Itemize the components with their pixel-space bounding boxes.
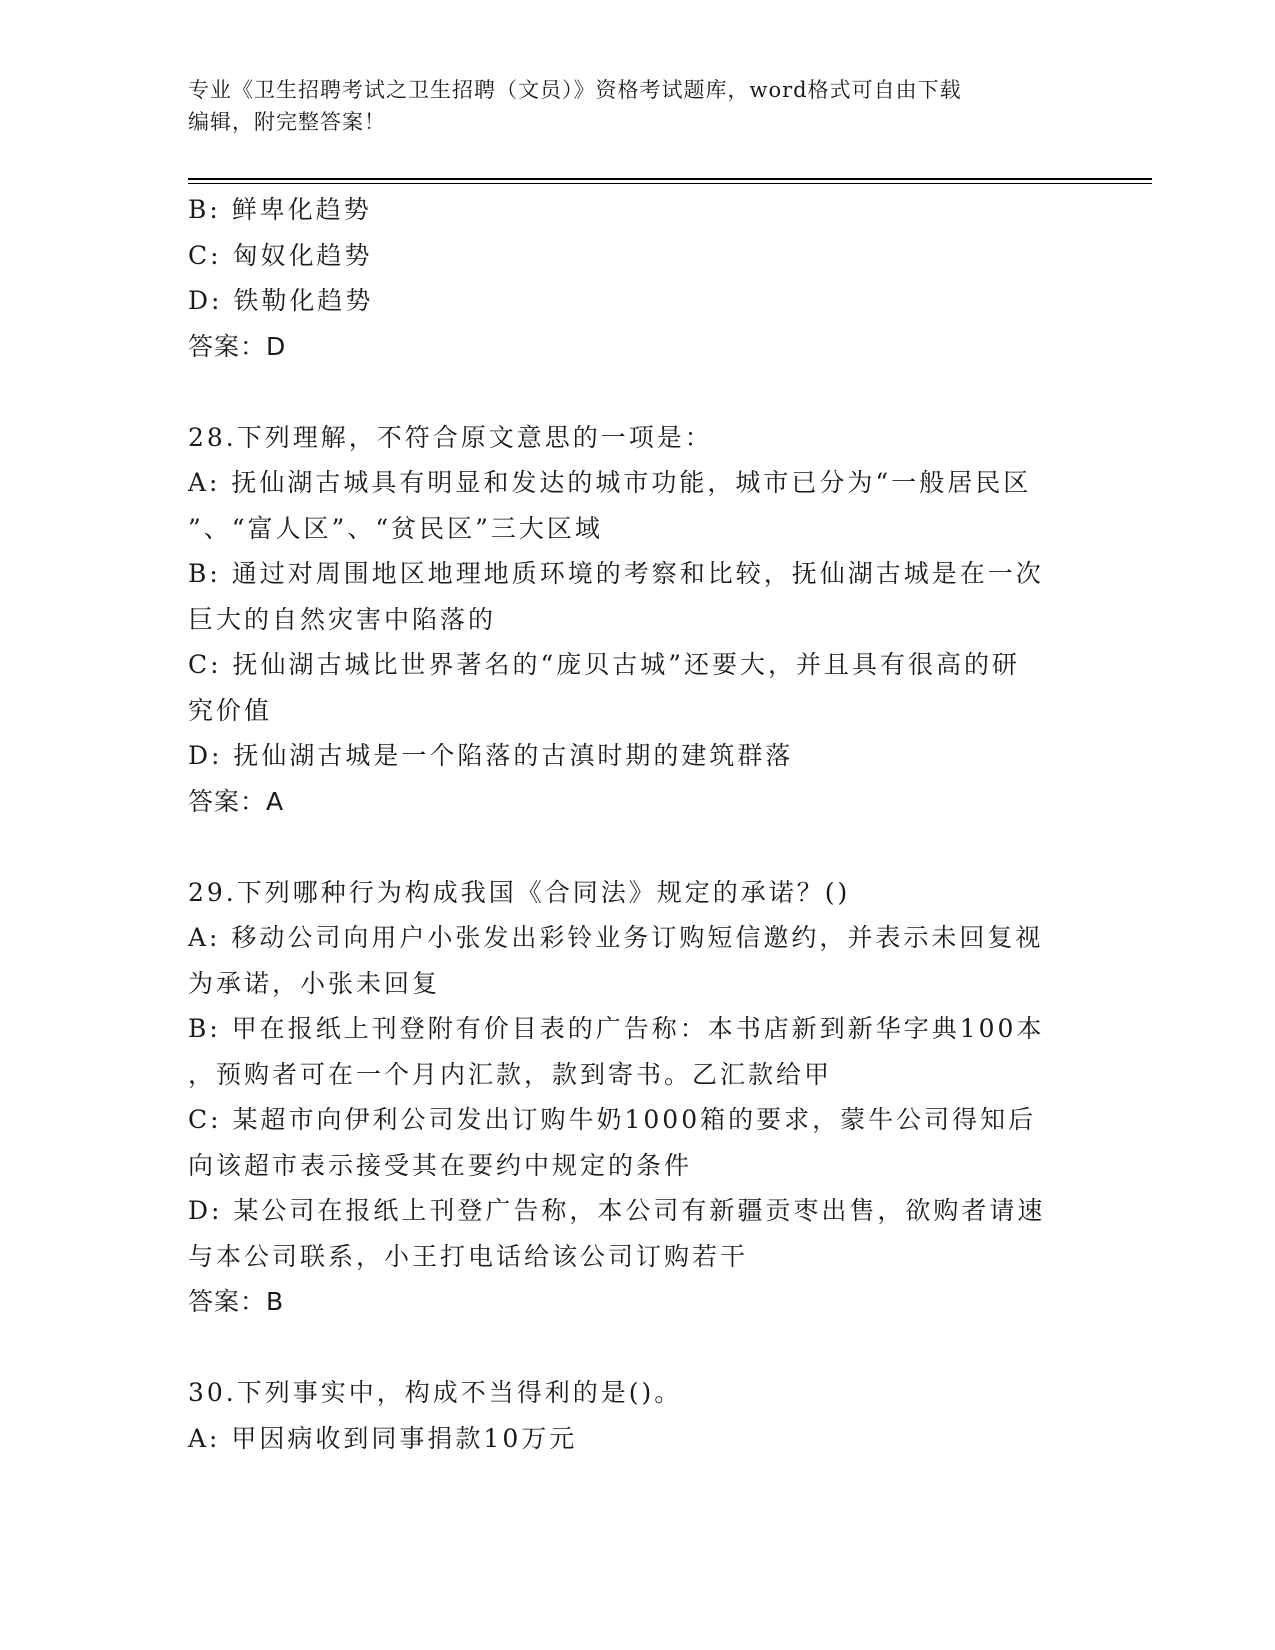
option-b: B: 甲在报纸上刊登附有价目表的广告称：本书店新到新华字典100本 bbox=[188, 1014, 1045, 1043]
document-header bbox=[188, 74, 1068, 138]
spacer bbox=[188, 1325, 1088, 1371]
question-29-block bbox=[188, 870, 1088, 1325]
previous-question-block bbox=[188, 187, 1088, 369]
question-30-block bbox=[188, 1370, 1088, 1461]
option-a: A: 甲因病收到同事捐款10万元 bbox=[188, 1423, 578, 1453]
option-c: C: 抚仙湖古城比世界著名的“庞贝古城”还要大，并且具有很高的研 bbox=[188, 650, 1021, 679]
question-stem: 30.下列事实中，构成不当得利的是()。 bbox=[188, 1378, 683, 1407]
header-line-2: 编辑，附完整答案！ bbox=[188, 110, 386, 134]
option-a: A: 移动公司向用户小张发出彩铃业务订购短信邀约，并表示未回复视 bbox=[188, 923, 1044, 952]
option-b-continued: 巨大的自然灾害中陷落的 bbox=[188, 604, 497, 634]
spacer bbox=[188, 824, 1088, 870]
header-divider-thick bbox=[188, 178, 1152, 180]
option-c-continued: 究价值 bbox=[188, 695, 273, 725]
question-stem: 28.下列理解，不符合原文意思的一项是： bbox=[188, 422, 713, 452]
option-c: C: 某超市向伊利公司发出订购牛奶1000箱的要求，蒙牛公司得知后 bbox=[188, 1105, 1037, 1134]
header-divider-thin bbox=[188, 183, 1152, 184]
question-stem: 29.下列哪种行为构成我国《合同法》规定的承诺？() bbox=[188, 877, 851, 907]
option-c-continued: 向该超市表示接受其在要约中规定的条件 bbox=[188, 1150, 693, 1180]
question-28-block bbox=[188, 415, 1088, 825]
option-c: C: 匈奴化趋势 bbox=[188, 240, 373, 270]
option-a: A: 抚仙湖古城具有明显和发达的城市功能，城市已分为“一般居民区 bbox=[188, 468, 1032, 497]
option-b: B: 鲜卑化趋势 bbox=[188, 195, 372, 224]
option-b-continued: ，预购者可在一个月内汇款，款到寄书。乙汇款给甲 bbox=[188, 1059, 833, 1089]
option-b: B: 通过对周围地区地理地质环境的考察和比较，抚仙湖古城是在一次 bbox=[188, 559, 1044, 588]
option-d: D: 抚仙湖古城是一个陷落的古滇时期的建筑群落 bbox=[188, 741, 794, 770]
spacer bbox=[188, 369, 1088, 415]
answer-line: 答案：D bbox=[188, 331, 287, 361]
option-d: D: 某公司在报纸上刊登广告称，本公司有新疆贡枣出售，欲购者请速 bbox=[188, 1196, 1046, 1225]
option-d: D: 铁勒化趋势 bbox=[188, 286, 374, 315]
header-line-1: 专业《卫生招聘考试之卫生招聘（文员）》资格考试题库，word格式可自由下载 bbox=[188, 78, 962, 102]
question-content bbox=[188, 187, 1088, 1461]
option-d-continued: 与本公司联系，小王打电话给该公司订购若干 bbox=[188, 1241, 749, 1271]
option-a-continued: ”、“富人区”、“贫民区”三大区域 bbox=[188, 513, 603, 543]
answer-line: 答案：A bbox=[188, 786, 285, 816]
answer-line: 答案：B bbox=[188, 1287, 285, 1316]
option-a-continued: 为承诺，小张未回复 bbox=[188, 968, 441, 998]
